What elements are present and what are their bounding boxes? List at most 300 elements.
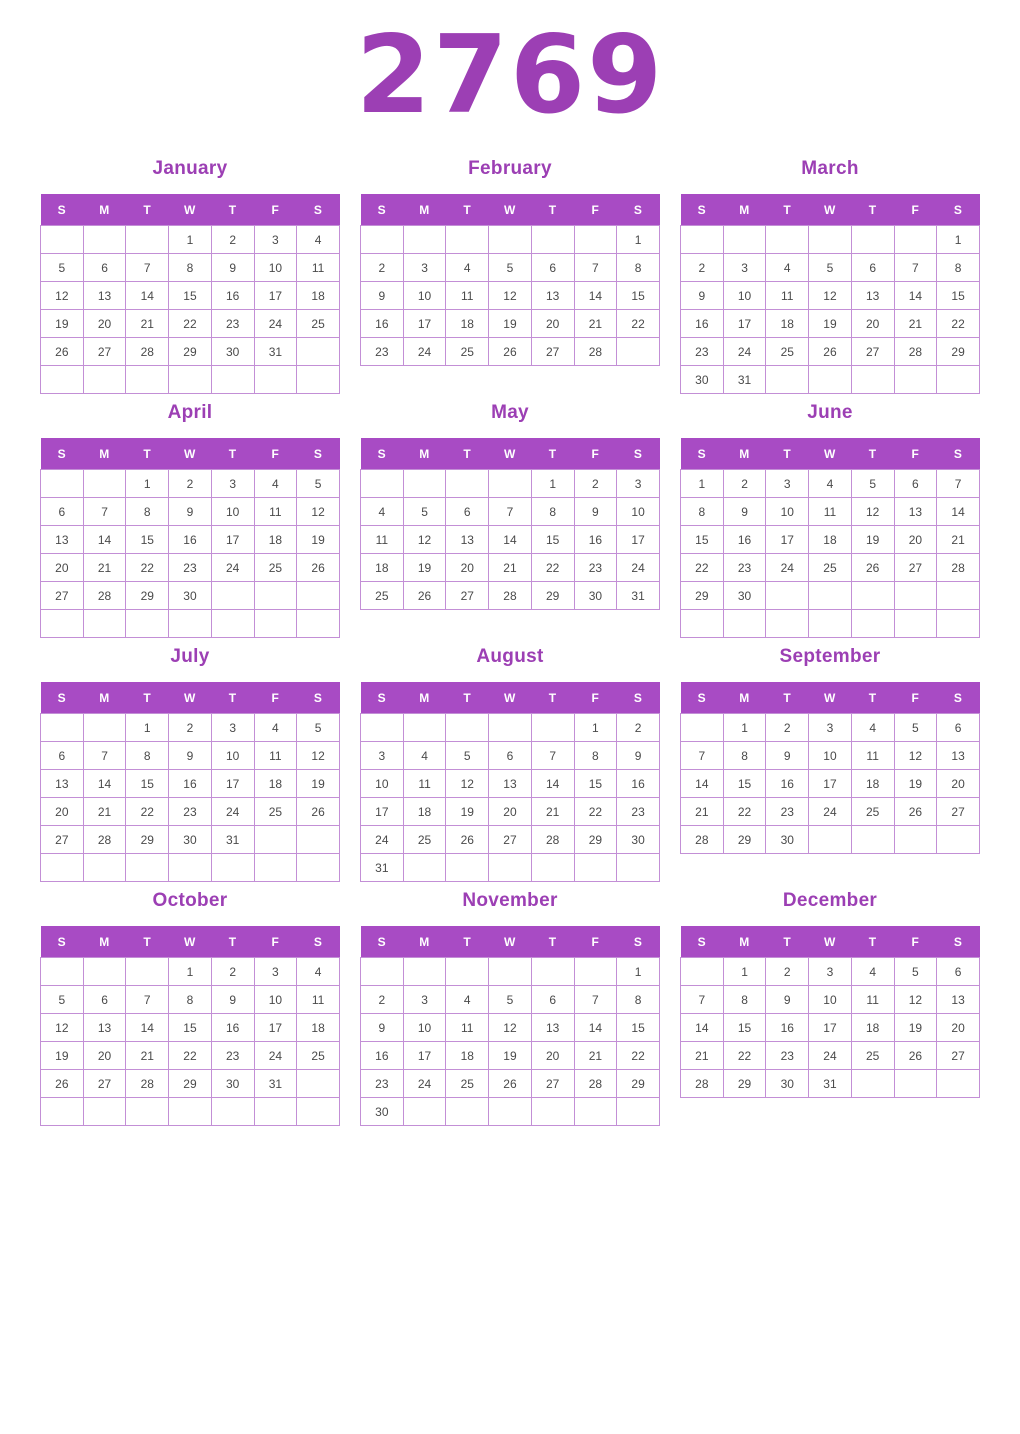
day-cell[interactable]: 14 [83,526,126,554]
day-cell[interactable]: 14 [937,498,980,526]
day-cell[interactable]: 4 [254,714,297,742]
day-cell[interactable]: 26 [489,338,532,366]
day-cell[interactable]: 6 [41,498,84,526]
day-cell[interactable]: 12 [297,742,340,770]
day-cell[interactable]: 29 [681,582,724,610]
day-cell[interactable]: 5 [297,714,340,742]
day-cell[interactable]: 22 [531,554,574,582]
day-cell[interactable]: 17 [617,526,660,554]
day-cell[interactable]: 1 [617,226,660,254]
day-cell[interactable]: 17 [403,310,446,338]
day-cell[interactable]: 22 [937,310,980,338]
day-cell[interactable]: 13 [83,1014,126,1042]
day-cell[interactable]: 27 [531,1070,574,1098]
day-cell[interactable]: 15 [723,1014,766,1042]
day-cell[interactable]: 8 [169,254,212,282]
day-cell[interactable]: 24 [254,310,297,338]
day-cell[interactable]: 4 [851,958,894,986]
day-cell[interactable]: 31 [809,1070,852,1098]
day-cell[interactable]: 22 [723,798,766,826]
day-cell[interactable]: 13 [531,1014,574,1042]
day-cell[interactable]: 1 [574,714,617,742]
day-cell[interactable]: 8 [617,254,660,282]
day-cell[interactable]: 29 [126,582,169,610]
day-cell[interactable]: 23 [766,1042,809,1070]
day-cell[interactable]: 1 [937,226,980,254]
day-cell[interactable]: 14 [681,1014,724,1042]
day-cell[interactable]: 22 [126,554,169,582]
day-cell[interactable]: 24 [211,798,254,826]
day-cell[interactable]: 16 [169,526,212,554]
day-cell[interactable]: 7 [574,254,617,282]
day-cell[interactable]: 26 [894,798,937,826]
day-cell[interactable]: 4 [851,714,894,742]
day-cell[interactable]: 27 [851,338,894,366]
day-cell[interactable]: 29 [937,338,980,366]
day-cell[interactable]: 1 [617,958,660,986]
day-cell[interactable]: 18 [297,282,340,310]
day-cell[interactable]: 29 [126,826,169,854]
day-cell[interactable]: 7 [126,986,169,1014]
day-cell[interactable]: 11 [766,282,809,310]
day-cell[interactable]: 10 [211,498,254,526]
day-cell[interactable]: 20 [531,1042,574,1070]
day-cell[interactable]: 13 [489,770,532,798]
day-cell[interactable]: 25 [254,798,297,826]
day-cell[interactable]: 11 [446,282,489,310]
day-cell[interactable]: 15 [723,770,766,798]
day-cell[interactable]: 26 [446,826,489,854]
day-cell[interactable]: 2 [211,958,254,986]
day-cell[interactable]: 10 [403,282,446,310]
day-cell[interactable]: 27 [894,554,937,582]
day-cell[interactable]: 30 [211,1070,254,1098]
day-cell[interactable]: 13 [83,282,126,310]
day-cell[interactable]: 27 [446,582,489,610]
day-cell[interactable]: 29 [169,1070,212,1098]
day-cell[interactable]: 18 [851,1014,894,1042]
day-cell[interactable]: 17 [809,770,852,798]
day-cell[interactable]: 5 [41,254,84,282]
day-cell[interactable]: 19 [446,798,489,826]
day-cell[interactable]: 10 [211,742,254,770]
day-cell[interactable]: 1 [723,714,766,742]
day-cell[interactable]: 5 [894,714,937,742]
day-cell[interactable]: 28 [574,1070,617,1098]
day-cell[interactable]: 10 [254,986,297,1014]
day-cell[interactable]: 19 [851,526,894,554]
day-cell[interactable]: 14 [894,282,937,310]
day-cell[interactable]: 24 [617,554,660,582]
day-cell[interactable]: 21 [894,310,937,338]
day-cell[interactable]: 8 [723,986,766,1014]
day-cell[interactable]: 22 [126,798,169,826]
day-cell[interactable]: 25 [361,582,404,610]
day-cell[interactable]: 12 [894,742,937,770]
day-cell[interactable]: 16 [723,526,766,554]
day-cell[interactable]: 6 [41,742,84,770]
day-cell[interactable]: 27 [41,582,84,610]
day-cell[interactable]: 28 [126,1070,169,1098]
day-cell[interactable]: 6 [83,254,126,282]
day-cell[interactable]: 11 [254,742,297,770]
day-cell[interactable]: 28 [894,338,937,366]
day-cell[interactable]: 4 [403,742,446,770]
day-cell[interactable]: 23 [211,1042,254,1070]
day-cell[interactable]: 17 [254,1014,297,1042]
day-cell[interactable]: 12 [41,282,84,310]
day-cell[interactable]: 5 [489,986,532,1014]
day-cell[interactable]: 4 [446,986,489,1014]
day-cell[interactable]: 10 [766,498,809,526]
day-cell[interactable]: 16 [169,770,212,798]
day-cell[interactable]: 21 [489,554,532,582]
day-cell[interactable]: 5 [489,254,532,282]
day-cell[interactable]: 12 [894,986,937,1014]
day-cell[interactable]: 21 [531,798,574,826]
day-cell[interactable]: 20 [531,310,574,338]
day-cell[interactable]: 28 [937,554,980,582]
day-cell[interactable]: 15 [169,282,212,310]
day-cell[interactable]: 6 [489,742,532,770]
day-cell[interactable]: 27 [531,338,574,366]
day-cell[interactable]: 15 [617,1014,660,1042]
day-cell[interactable]: 18 [446,1042,489,1070]
day-cell[interactable]: 7 [937,470,980,498]
day-cell[interactable]: 29 [723,1070,766,1098]
day-cell[interactable]: 5 [41,986,84,1014]
day-cell[interactable]: 17 [766,526,809,554]
day-cell[interactable]: 13 [937,742,980,770]
day-cell[interactable]: 31 [361,854,404,882]
day-cell[interactable]: 21 [126,1042,169,1070]
day-cell[interactable]: 12 [446,770,489,798]
day-cell[interactable]: 18 [446,310,489,338]
day-cell[interactable]: 27 [489,826,532,854]
day-cell[interactable]: 28 [531,826,574,854]
day-cell[interactable]: 19 [297,526,340,554]
day-cell[interactable]: 6 [446,498,489,526]
day-cell[interactable]: 9 [361,282,404,310]
day-cell[interactable]: 10 [809,742,852,770]
day-cell[interactable]: 25 [809,554,852,582]
day-cell[interactable]: 20 [41,554,84,582]
day-cell[interactable]: 21 [574,310,617,338]
day-cell[interactable]: 22 [617,1042,660,1070]
day-cell[interactable]: 25 [851,798,894,826]
day-cell[interactable]: 25 [446,338,489,366]
day-cell[interactable]: 8 [126,498,169,526]
day-cell[interactable]: 22 [169,310,212,338]
day-cell[interactable]: 12 [809,282,852,310]
day-cell[interactable]: 17 [211,770,254,798]
day-cell[interactable]: 22 [574,798,617,826]
day-cell[interactable]: 19 [41,1042,84,1070]
day-cell[interactable]: 3 [809,714,852,742]
day-cell[interactable]: 4 [297,226,340,254]
day-cell[interactable]: 26 [489,1070,532,1098]
day-cell[interactable]: 18 [403,798,446,826]
day-cell[interactable]: 23 [169,798,212,826]
day-cell[interactable]: 23 [361,1070,404,1098]
day-cell[interactable]: 29 [531,582,574,610]
day-cell[interactable]: 16 [361,1042,404,1070]
day-cell[interactable]: 30 [361,1098,404,1126]
day-cell[interactable]: 10 [403,1014,446,1042]
day-cell[interactable]: 23 [169,554,212,582]
day-cell[interactable]: 27 [937,1042,980,1070]
day-cell[interactable]: 2 [361,254,404,282]
day-cell[interactable]: 15 [531,526,574,554]
day-cell[interactable]: 28 [83,826,126,854]
day-cell[interactable]: 9 [169,742,212,770]
day-cell[interactable]: 11 [851,986,894,1014]
day-cell[interactable]: 17 [403,1042,446,1070]
day-cell[interactable]: 26 [41,1070,84,1098]
day-cell[interactable]: 5 [446,742,489,770]
day-cell[interactable]: 17 [254,282,297,310]
day-cell[interactable]: 31 [254,1070,297,1098]
day-cell[interactable]: 25 [403,826,446,854]
day-cell[interactable]: 13 [894,498,937,526]
day-cell[interactable]: 8 [169,986,212,1014]
day-cell[interactable]: 14 [574,282,617,310]
day-cell[interactable]: 16 [617,770,660,798]
day-cell[interactable]: 28 [574,338,617,366]
day-cell[interactable]: 3 [254,958,297,986]
day-cell[interactable]: 14 [83,770,126,798]
day-cell[interactable]: 1 [723,958,766,986]
day-cell[interactable]: 18 [809,526,852,554]
day-cell[interactable]: 21 [681,1042,724,1070]
day-cell[interactable]: 6 [894,470,937,498]
day-cell[interactable]: 31 [211,826,254,854]
day-cell[interactable]: 19 [297,770,340,798]
day-cell[interactable]: 2 [211,226,254,254]
day-cell[interactable]: 4 [297,958,340,986]
day-cell[interactable]: 9 [169,498,212,526]
day-cell[interactable]: 1 [126,470,169,498]
day-cell[interactable]: 19 [403,554,446,582]
day-cell[interactable]: 13 [851,282,894,310]
day-cell[interactable]: 5 [809,254,852,282]
day-cell[interactable]: 4 [254,470,297,498]
day-cell[interactable]: 23 [211,310,254,338]
day-cell[interactable]: 2 [574,470,617,498]
day-cell[interactable]: 26 [297,798,340,826]
day-cell[interactable]: 25 [851,1042,894,1070]
day-cell[interactable]: 8 [574,742,617,770]
day-cell[interactable]: 28 [83,582,126,610]
day-cell[interactable]: 3 [617,470,660,498]
day-cell[interactable]: 13 [446,526,489,554]
day-cell[interactable]: 9 [211,986,254,1014]
day-cell[interactable]: 30 [723,582,766,610]
day-cell[interactable]: 24 [361,826,404,854]
day-cell[interactable]: 18 [254,526,297,554]
day-cell[interactable]: 20 [489,798,532,826]
day-cell[interactable]: 7 [681,742,724,770]
day-cell[interactable]: 2 [361,986,404,1014]
day-cell[interactable]: 23 [766,798,809,826]
day-cell[interactable]: 5 [403,498,446,526]
day-cell[interactable]: 14 [574,1014,617,1042]
day-cell[interactable]: 14 [489,526,532,554]
day-cell[interactable]: 8 [937,254,980,282]
day-cell[interactable]: 30 [617,826,660,854]
day-cell[interactable]: 16 [211,1014,254,1042]
day-cell[interactable]: 1 [681,470,724,498]
day-cell[interactable]: 2 [766,714,809,742]
day-cell[interactable]: 3 [211,470,254,498]
day-cell[interactable]: 30 [211,338,254,366]
day-cell[interactable]: 6 [937,958,980,986]
day-cell[interactable]: 16 [681,310,724,338]
day-cell[interactable]: 3 [361,742,404,770]
day-cell[interactable]: 30 [574,582,617,610]
day-cell[interactable]: 6 [531,254,574,282]
day-cell[interactable]: 20 [83,1042,126,1070]
day-cell[interactable]: 21 [83,554,126,582]
day-cell[interactable]: 13 [41,770,84,798]
day-cell[interactable]: 17 [211,526,254,554]
day-cell[interactable]: 18 [766,310,809,338]
day-cell[interactable]: 30 [169,582,212,610]
day-cell[interactable]: 6 [937,714,980,742]
day-cell[interactable]: 27 [937,798,980,826]
day-cell[interactable]: 12 [851,498,894,526]
day-cell[interactable]: 30 [681,366,724,394]
day-cell[interactable]: 26 [894,1042,937,1070]
day-cell[interactable]: 16 [766,770,809,798]
day-cell[interactable]: 3 [254,226,297,254]
day-cell[interactable]: 30 [169,826,212,854]
day-cell[interactable]: 4 [361,498,404,526]
day-cell[interactable]: 30 [766,826,809,854]
day-cell[interactable]: 9 [574,498,617,526]
day-cell[interactable]: 1 [126,714,169,742]
day-cell[interactable]: 6 [531,986,574,1014]
day-cell[interactable]: 27 [83,1070,126,1098]
day-cell[interactable]: 11 [254,498,297,526]
day-cell[interactable]: 3 [723,254,766,282]
day-cell[interactable]: 27 [41,826,84,854]
day-cell[interactable]: 25 [297,1042,340,1070]
day-cell[interactable]: 10 [617,498,660,526]
day-cell[interactable]: 22 [723,1042,766,1070]
day-cell[interactable]: 13 [531,282,574,310]
day-cell[interactable]: 8 [531,498,574,526]
day-cell[interactable]: 12 [41,1014,84,1042]
day-cell[interactable]: 11 [403,770,446,798]
day-cell[interactable]: 20 [894,526,937,554]
day-cell[interactable]: 2 [617,714,660,742]
day-cell[interactable]: 19 [894,1014,937,1042]
day-cell[interactable]: 11 [809,498,852,526]
day-cell[interactable]: 12 [403,526,446,554]
day-cell[interactable]: 2 [766,958,809,986]
day-cell[interactable]: 27 [83,338,126,366]
day-cell[interactable]: 20 [83,310,126,338]
day-cell[interactable]: 28 [681,1070,724,1098]
day-cell[interactable]: 28 [681,826,724,854]
day-cell[interactable]: 19 [894,770,937,798]
day-cell[interactable]: 25 [297,310,340,338]
day-cell[interactable]: 9 [617,742,660,770]
day-cell[interactable]: 15 [169,1014,212,1042]
day-cell[interactable]: 24 [809,798,852,826]
day-cell[interactable]: 22 [681,554,724,582]
day-cell[interactable]: 28 [126,338,169,366]
day-cell[interactable]: 25 [446,1070,489,1098]
day-cell[interactable]: 17 [361,798,404,826]
day-cell[interactable]: 9 [723,498,766,526]
day-cell[interactable]: 10 [723,282,766,310]
day-cell[interactable]: 31 [254,338,297,366]
day-cell[interactable]: 5 [894,958,937,986]
day-cell[interactable]: 11 [297,254,340,282]
day-cell[interactable]: 17 [723,310,766,338]
day-cell[interactable]: 15 [681,526,724,554]
day-cell[interactable]: 7 [574,986,617,1014]
day-cell[interactable]: 11 [297,986,340,1014]
day-cell[interactable]: 19 [489,310,532,338]
day-cell[interactable]: 6 [83,986,126,1014]
day-cell[interactable]: 19 [41,310,84,338]
day-cell[interactable]: 15 [574,770,617,798]
day-cell[interactable]: 23 [681,338,724,366]
day-cell[interactable]: 7 [83,498,126,526]
day-cell[interactable]: 11 [361,526,404,554]
day-cell[interactable]: 26 [297,554,340,582]
day-cell[interactable]: 21 [681,798,724,826]
day-cell[interactable]: 13 [41,526,84,554]
day-cell[interactable]: 7 [126,254,169,282]
day-cell[interactable]: 14 [126,282,169,310]
day-cell[interactable]: 2 [681,254,724,282]
day-cell[interactable]: 24 [766,554,809,582]
day-cell[interactable]: 31 [723,366,766,394]
day-cell[interactable]: 9 [681,282,724,310]
day-cell[interactable]: 16 [361,310,404,338]
day-cell[interactable]: 2 [169,714,212,742]
day-cell[interactable]: 30 [766,1070,809,1098]
day-cell[interactable]: 4 [809,470,852,498]
day-cell[interactable]: 21 [126,310,169,338]
day-cell[interactable]: 9 [211,254,254,282]
day-cell[interactable]: 16 [211,282,254,310]
day-cell[interactable]: 3 [809,958,852,986]
day-cell[interactable]: 5 [851,470,894,498]
day-cell[interactable]: 12 [489,1014,532,1042]
day-cell[interactable]: 21 [83,798,126,826]
day-cell[interactable]: 3 [766,470,809,498]
day-cell[interactable]: 2 [723,470,766,498]
day-cell[interactable]: 29 [169,338,212,366]
day-cell[interactable]: 25 [766,338,809,366]
day-cell[interactable]: 14 [681,770,724,798]
day-cell[interactable]: 25 [254,554,297,582]
day-cell[interactable]: 8 [723,742,766,770]
day-cell[interactable]: 26 [809,338,852,366]
day-cell[interactable]: 24 [211,554,254,582]
day-cell[interactable]: 22 [617,310,660,338]
day-cell[interactable]: 7 [681,986,724,1014]
day-cell[interactable]: 19 [809,310,852,338]
day-cell[interactable]: 20 [446,554,489,582]
day-cell[interactable]: 23 [723,554,766,582]
day-cell[interactable]: 15 [937,282,980,310]
